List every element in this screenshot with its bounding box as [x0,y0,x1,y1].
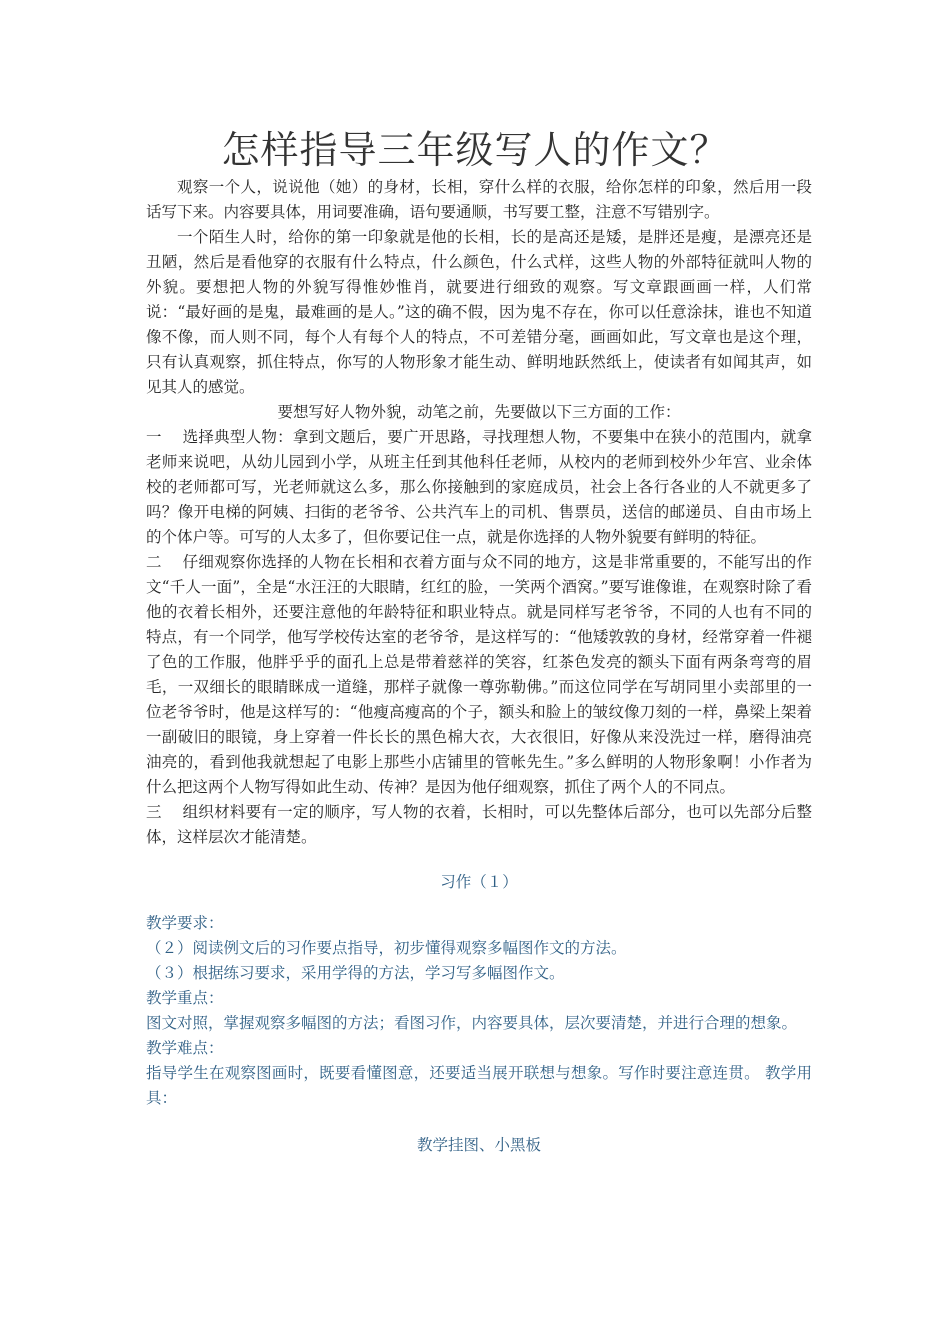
list-item-2: 二 仔细观察你选择的人物在长相和衣着方面与众不同的地方，这是非常重要的，不能写出的作文“千人一面”，全是“水汪汪的大眼睛，红红的脸，一笑两个酒窝。”要写谁像谁，在观察时除了看他的衣着长相外，还要注意他的年龄特征和职业特点。就是同样写老爷爷，不同的人也有不同的特点，有一个同学，他写学校传达室的老爷爷，是这样写的：“他矮敦敦的身材，经常穿着一件褪了色的工作服，他胖乎乎的面孔上总是带着慈祥的笑容，红茶色发亮的额头下面有两条弯弯的眉毛，一双细长的眼睛眯成一道缝，那样子就像一尊弥勒佛。”而这位同学在写胡同里小卖部里的一位老爷爷时，他是这样写的：“他瘦高瘦高的个子，额头和脸上的皱纹像刀刻的一样，鼻梁上架着一副破旧的眼镜，身上穿着一件长长的黑色棉大衣，大衣很旧，好像从来没洗过一样，磨得油亮油亮的，看到他我就想起了电影上那些小店铺里的管帐先生。”多么鲜明的人物形象啊！小作者为什么把这两个人物写得如此生动、传神？是因为他仔细观察，抓住了两个人的不同点。 [146,553,812,796]
teaching-tools: 教学挂图、小黑板 [416,1136,541,1154]
requirement-item: （２）阅读例文后的习作要点指导，初步懂得观察多幅图作文的方法。 [146,939,627,957]
requirement-item: （３）根据练习要求，采用学得的方法，学习写多幅图作文。 [146,964,565,982]
requirements-label: 教学要求： [146,914,224,932]
key-points-label: 教学重点： [146,989,224,1007]
key-points-text: 图文对照，掌握观察多幅图的方法；看图习作，内容要具体，层次要清楚，并进行合理的想象。 [146,1014,798,1032]
spacer [146,850,812,870]
spacer [146,1111,812,1133]
paragraph-1: 一个陌生人时，给你的第一印象就是他的长相，长的是高还是矮，是胖还是瘦，是漂亮还是丑陋，然后是看他穿的衣服有什么特点，什么颜色，什么式样，这些人物的外部特征就叫人物的外貌。要想把人物的外貌写得惟妙惟肖，就要进行细致的观察。写文章跟画画一样，人们常说：“最好画的是鬼，最难画的是人。”这的确不假，因为鬼不存在，你可以任意涂抹，谁也不知道像不像，而人则不同，每个人有每个人的特点，不可差错分毫，画画如此，写文章也是这个理，只有认真观察，抓住特点，你写的人物形象才能生动、鲜明地跃然纸上，使读者有如闻其声，如见其人的感觉。 [146,228,812,396]
difficulties-label: 教学难点： [146,1039,224,1057]
section-title: 习作（１） [440,873,518,891]
spacer [146,895,812,911]
page-title: 怎样指导三年级写人的作文？ [221,128,729,172]
intro-paragraph: 观察一个人，说说他（她）的身材，长相，穿什么样的衣服，给你怎样的印象，然后用一段话写下来。内容要具体，用词要准确，语句要通顺，书写要工整，注意不写错别字。 [146,178,812,221]
list-item-3: 三 组织材料要有一定的顺序，写人物的衣着，长相时，可以先整体后部分，也可以先部分后整体，这样层次才能清楚。 [146,803,812,846]
lead-paragraph: 要想写好人物外貌，动笔之前，先要做以下三方面的工作： [277,403,681,421]
difficulties-text: 指导学生在观察图画时，既要看懂图意，还要适当展开联想与想象。写作时要注意连贯。 教学用具： [146,1064,812,1107]
list-item-1: 一 选择典型人物：拿到文题后，要广开思路，寻找理想人物，不要集中在狭小的范围内，就拿老师来说吧，从幼儿园到小学，从班主任到其他科任老师，从校内的老师到校外少年宫、业余体校的老师都可写，光老师就这么多，那么你接触到的家庭成员，社会上各行各业的人不就更多了吗？像开电梯的阿姨、扫街的老爷爷、公共汽车上的司机、售票员，送信的邮递员、自由市场上的个体户等。可写的人太多了，但你要记住一点，就是你选择的人物外貌要有鲜明的特征。 [146,428,812,546]
document-body [146,175,812,1158]
